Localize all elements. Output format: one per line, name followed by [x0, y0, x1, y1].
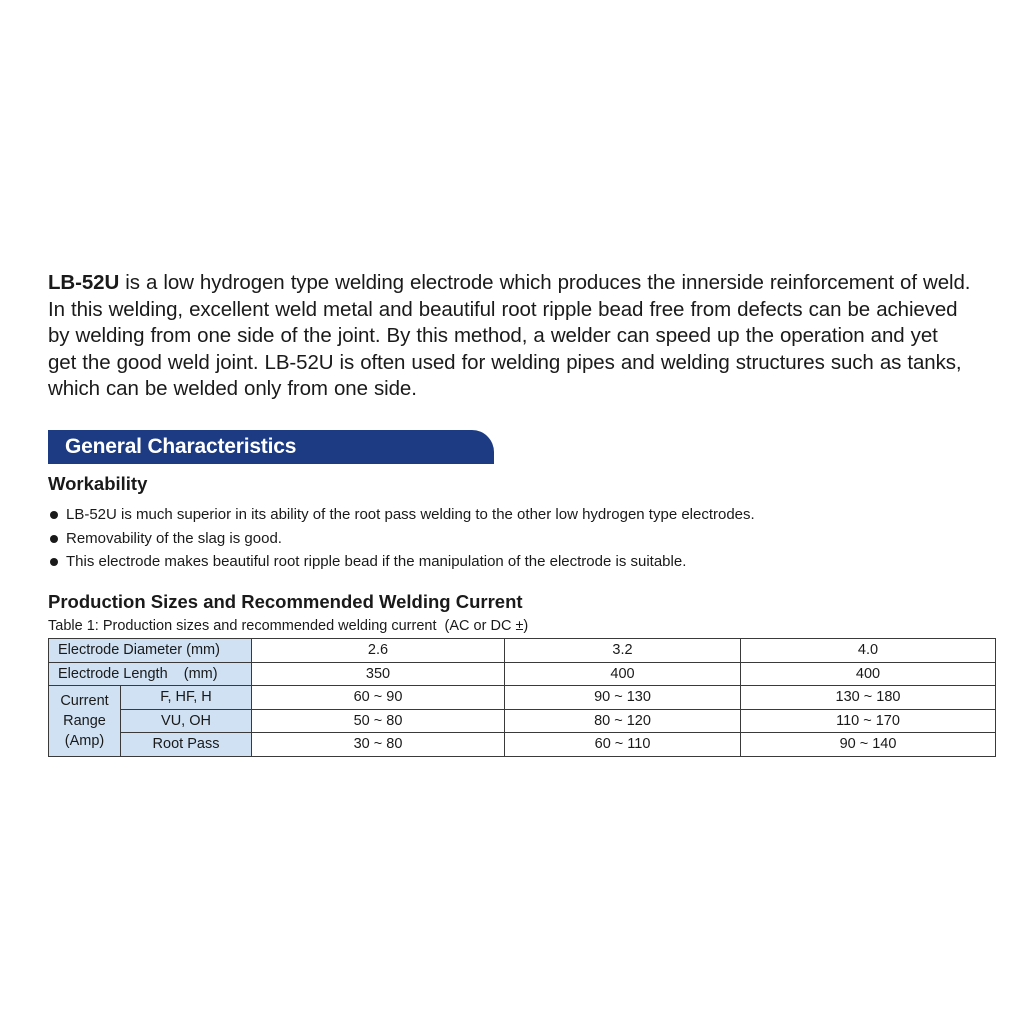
table-cell: 130 ~ 180	[741, 686, 996, 710]
bullet-icon	[50, 535, 58, 543]
table-row	[49, 709, 996, 733]
bullet-icon	[50, 511, 58, 519]
table-cell: 3.2	[505, 639, 741, 663]
intro-line-1: LB-52U is a low hydrogen type welding electrode which produces the innerside reinforcement of weld.	[48, 271, 971, 294]
production-heading: Production Sizes and Recommended Welding Current	[48, 591, 523, 612]
section-title: General Characteristics	[65, 435, 297, 458]
table-row	[49, 662, 996, 686]
table-cell: 60 ~ 110	[505, 733, 741, 757]
intro-line-4: get the good weld joint. LB-52U is often used for welding pipes and welding structures such as tanks,	[48, 350, 962, 374]
position-label: F, HF, H	[121, 686, 252, 710]
intro-line-2: In this welding, excellent weld metal and beautiful root ripple bead free from defects can be achieved	[48, 297, 958, 321]
product-name: LB-52U	[48, 271, 120, 294]
spec-table	[48, 638, 996, 757]
bullet-icon	[50, 558, 58, 566]
list-item: Removability of the slag is good.	[48, 527, 755, 551]
table-cell: 2.6	[252, 639, 505, 663]
table-cell: 400	[741, 662, 996, 686]
table-cell: 60 ~ 90	[252, 686, 505, 710]
position-label: Root Pass	[121, 733, 252, 757]
list-item: LB-52U is much superior in its ability of the root pass welding to the other low hydrogen type electrodes.	[48, 503, 755, 527]
table-cell: 400	[505, 662, 741, 686]
table-caption: Table 1: Production sizes and recommended welding current (AC or DC ±)	[48, 618, 529, 634]
intro-line-5: which can be welded only from one side.	[48, 377, 417, 400]
table-row	[49, 686, 996, 710]
length-label: Electrode Length (mm)	[49, 662, 252, 686]
current-range-label: Current Range (Amp)	[49, 686, 121, 757]
table-cell: 30 ~ 80	[252, 733, 505, 757]
workability-list	[48, 503, 755, 574]
table-cell: 50 ~ 80	[252, 709, 505, 733]
workability-heading: Workability	[48, 473, 148, 494]
intro-line-3: by welding from one side of the joint. By this method, a welder can speed up the operation and yet	[48, 324, 938, 347]
diameter-label: Electrode Diameter (mm)	[49, 639, 252, 663]
table-cell: 4.0	[741, 639, 996, 663]
section-banner	[48, 430, 494, 464]
intro-paragraph	[48, 270, 998, 403]
table-cell: 90 ~ 140	[741, 733, 996, 757]
table-cell: 350	[252, 662, 505, 686]
table-row	[49, 733, 996, 757]
table-row	[49, 639, 996, 663]
list-item: This electrode makes beautiful root ripple bead if the manipulation of the electrode is suitable.	[48, 550, 755, 574]
table-cell: 90 ~ 130	[505, 686, 741, 710]
position-label: VU, OH	[121, 709, 252, 733]
table-cell: 110 ~ 170	[741, 709, 996, 733]
table-cell: 80 ~ 120	[505, 709, 741, 733]
